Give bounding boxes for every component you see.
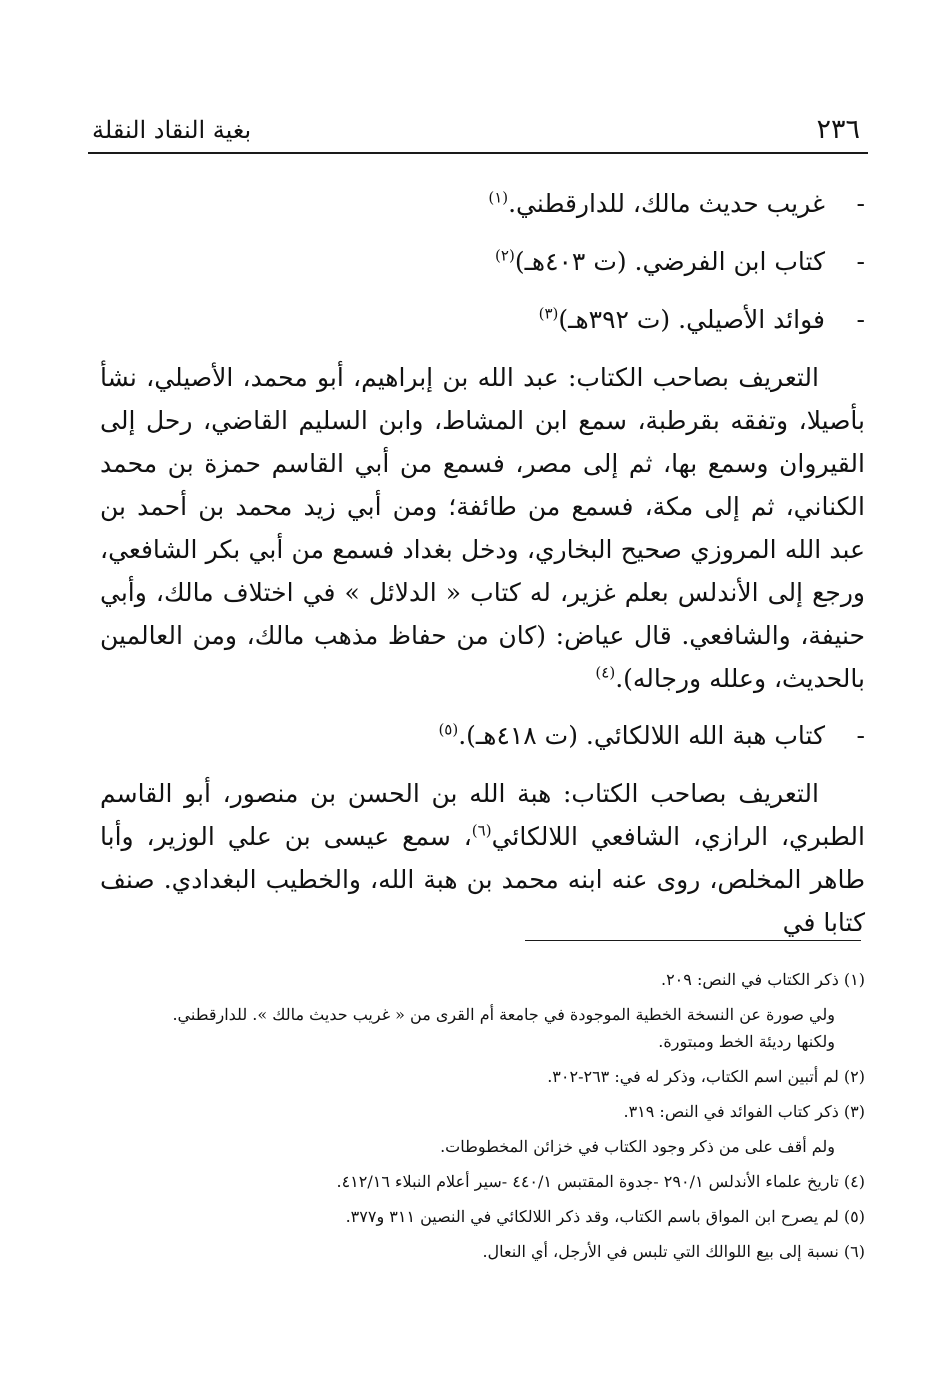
footnote-continuation: ولي صورة عن النسخة الخطية الموجودة في جامعة أم القرى من « غريب حديث مالك ». للدارقطني. ولكنها رديئة الخط ومبتورة.: [172, 1005, 835, 1051]
footnote: (٦) نسبة إلى بيع اللوالك التي تلبس في الأرجل، أي النعال.: [482, 1242, 865, 1261]
list-dash: -: [856, 721, 865, 750]
footnote-marker: (٤): [595, 663, 616, 682]
footnote-continuation: ولم أقف على من ذكر وجود الكتاب في خزائن المخطوطات.: [440, 1137, 835, 1156]
paragraph-text: التعريف بصاحب الكتاب: عبد الله بن إبراهيم، أبو محمد، الأصيلي، نشأ بأصيلا، وتفقه بقرطبة، سمع ابن المشاط، وابن السليم القاضي، رحل إلى القيروان وسمع بها، ثم إلى مصر، فسمع من أبي القاسم حمزة بن محمد الكناني، ثم إلى مكة، فسمع من طائفة؛ ومن أبي زيد محمد بن أحمد بن عبد الله المروزي صحيح البخاري، ودخل بغداد فسمع من أبي بكر الشافعي، ورجع إلى الأندلس بعلم غزير، له كتاب « الدلائل » في اختلاف مالك، وأبي حنيفة، والشافعي. قال عياض: (كان من حفاظ مذهب مالك، ومن العالمين بالحديث، وعلله ورجاله).: [100, 363, 865, 693]
footnote: (٥) لم يصرح ابن المواق باسم الكتاب، وقد ذكر اللالكائي في النصين ٣١١ و٣٧٧.: [345, 1207, 865, 1226]
list-dash: -: [856, 247, 865, 276]
biography-paragraph-asili: [100, 356, 865, 700]
list-item-text: فوائد الأصيلي. (ت ٣٩٢هـ): [558, 305, 825, 334]
list-item-text: كتاب هبة الله اللالكائي. (ت ٤١٨هـ).: [458, 721, 825, 750]
footnote-separator: [525, 940, 861, 941]
footnote-marker: (٦): [471, 821, 492, 840]
page-header: [88, 110, 868, 154]
main-text: [100, 182, 865, 958]
page-number: ٢٣٦: [816, 114, 860, 145]
footnote: (١) ذكر الكتاب في النص: ٢٠٩.: [660, 970, 865, 989]
list-item-text: غريب حديث مالك، للدارقطني.: [508, 189, 825, 218]
running-title: بغية النقاد النقلة: [92, 116, 252, 144]
biography-paragraph-lalakai: [100, 772, 865, 944]
paragraph-text: التعريف بصاحب الكتاب: هبة الله بن الحسن بن منصور، أبو القاسم الطبري، الرازي، الشافعي اللالكائي: [100, 779, 865, 851]
list-item-text: كتاب ابن الفرضي. (ت ٤٠٣هـ): [514, 247, 825, 276]
footnote: (٤) تاريخ علماء الأندلس ٢٩٠/١ -جدوة المقتبس ٤٤٠/١ -سير أعلام النبلاء ٤١٢/١٦.: [336, 1172, 865, 1191]
list-item: [100, 240, 865, 283]
paragraph-text: ، سمع عيسى بن علي الوزير، وأبا طاهر المخلص، روى عنه ابنه محمد بن هبة الله، والخطيب البغدادي. صنف كتابا في: [100, 822, 865, 937]
list-item: [100, 298, 865, 341]
footnotes: [150, 966, 865, 1273]
footnote-marker: (٣): [538, 304, 559, 323]
footnote-marker: (٥): [438, 720, 459, 739]
list-item: [100, 182, 865, 225]
footnote: (٣) ذكر كتاب الفوائد في النص: ٣١٩.: [623, 1102, 865, 1121]
footnote: (٢) لم أتبين اسم الكتاب، وذكر له في: ٢٦٣-٣٠٢.: [547, 1067, 865, 1086]
list-dash: -: [856, 305, 865, 334]
footnote-marker: (٢): [495, 246, 515, 265]
footnote-marker: (١): [488, 188, 509, 207]
list-item: [100, 714, 865, 757]
list-dash: -: [856, 189, 865, 218]
